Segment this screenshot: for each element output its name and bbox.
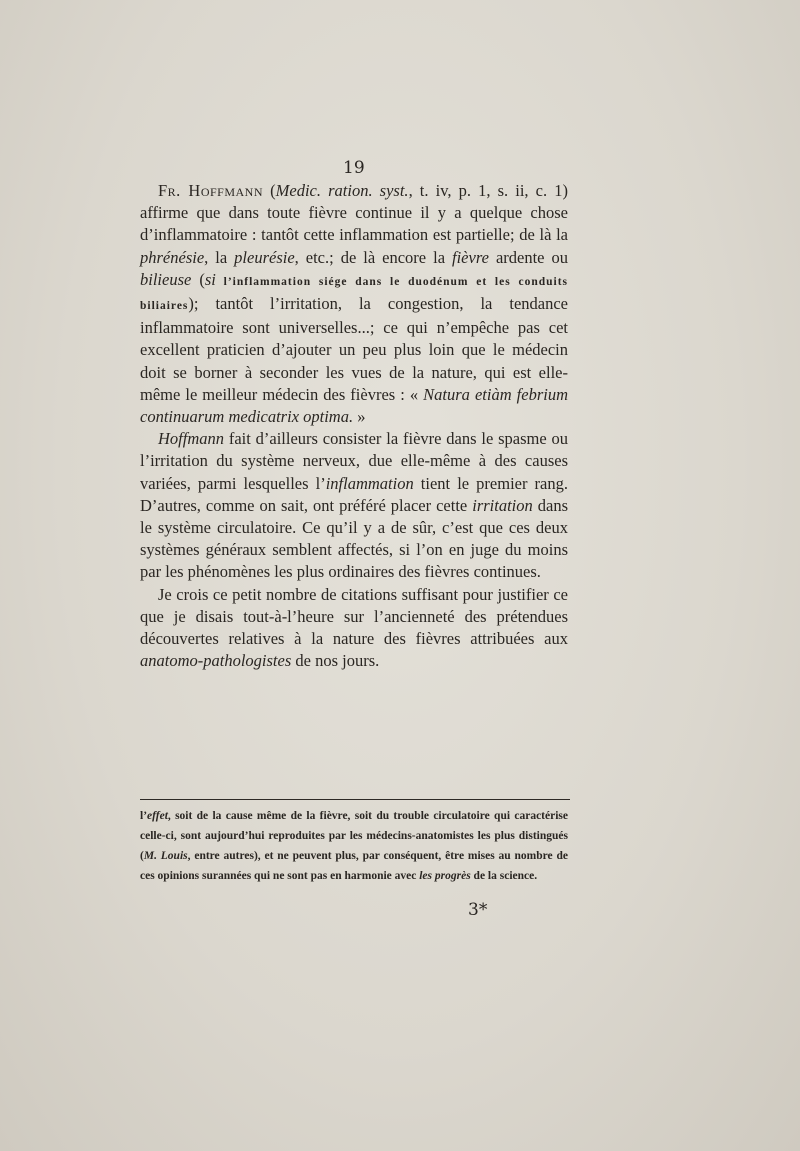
- name-louis: M. Louis: [143, 850, 188, 862]
- smallcaps-phrase: l’inflammation siége dans le duodénum et les conduits biliaires: [140, 275, 569, 313]
- text-run: de nos jours.: [291, 651, 380, 671]
- signature-mark: 3*: [468, 900, 488, 920]
- text-run: de la science.: [470, 870, 538, 882]
- text-run: ); tantôt l’irritation, la congestion, la tendance inflammatoire sont universelles...; ce qui n’empêche pas cet excellent praticien d’ajouter un peu plus loin que le médecin doit se borner à seconder les vues de la nature, qui est elle-même le meilleur médecin des fièvres : «: [140, 294, 568, 404]
- text-run: (: [263, 181, 276, 200]
- text-run: , t. iv, p. 1, s. ii, c. 1) affirme que dans toute fièvre continue il y a quelque chose d’inflammatoire : tantôt cette inflammation est partielle; de là la: [140, 181, 568, 245]
- latin-quote: Natura etiàm febrium continuarum medicatrix optima.: [140, 384, 569, 427]
- term-fievre: fièvre: [452, 247, 489, 267]
- term-progres: les progrès: [419, 870, 471, 882]
- text-run: (: [191, 269, 205, 289]
- text-run: l’: [140, 810, 148, 822]
- paragraph-hoffmann: [140, 180, 568, 428]
- term-inflammation: inflammation: [325, 473, 414, 493]
- footnote: [140, 806, 568, 886]
- term-bilieuse: bilieuse: [140, 269, 192, 289]
- body-text: [140, 180, 568, 672]
- author-name: Fr. Hoffmann: [158, 181, 264, 200]
- text-run: Je crois ce petit nombre de citations suffisant pour justifier ce que je disais tout-à-l’heure sur l’ancienneté des prétendues découvertes relatives à la nature des fièvres attribuées aux: [140, 584, 568, 649]
- footnote-divider: [140, 799, 570, 800]
- term-irritation: irritation: [472, 495, 533, 515]
- text-run: , soit de la cause même de la fièvre, soit du trouble circulatoire qui caractérise celle-ci, sont aujourd’hui reproduites par les médecins-anatomistes les plus distingués (: [140, 810, 568, 862]
- term-pleuresie: pleurésie: [234, 247, 295, 267]
- page-number: 19: [343, 158, 365, 178]
- text-run: dans le système circulatoire. Ce qu’il y a de sûr, c’est que ces deux systèmes généraux semblent affectés, si l’on en juge du moins par les phénomènes les plus ordinaires des fièvres continues.: [140, 495, 569, 582]
- term-si: si: [204, 269, 216, 289]
- text-run: ardente ou: [488, 247, 568, 267]
- term-phrenesie: phrénésie: [140, 247, 205, 267]
- author-hoffmann: Hoffmann: [158, 429, 224, 449]
- text-run: tient le premier rang. D’autres, comme on sait, ont préféré placer cette: [140, 473, 568, 515]
- text-run: fait d’ailleurs consister la fièvre dans le spasme ou l’irritation du système nerveux, due elle-même à des causes variées, parmi lesquelles l’: [140, 429, 568, 493]
- paragraph-citations: [140, 584, 568, 673]
- text-run: , la: [204, 247, 235, 267]
- term-anatomo-pathologistes: anatomo-pathologistes: [140, 651, 292, 671]
- work-title: Medic. ration. syst.: [275, 181, 409, 200]
- text-run: , entre autres), et ne peuvent plus, par conséquent, être mises au nombre de ces opinions surannées qui ne sont pas en harmonie avec: [140, 850, 568, 882]
- paragraph-irritation: [140, 428, 568, 583]
- term-effet: effet: [147, 810, 168, 822]
- text-run: , etc.; de là encore la: [294, 247, 453, 267]
- text-run: »: [353, 407, 366, 427]
